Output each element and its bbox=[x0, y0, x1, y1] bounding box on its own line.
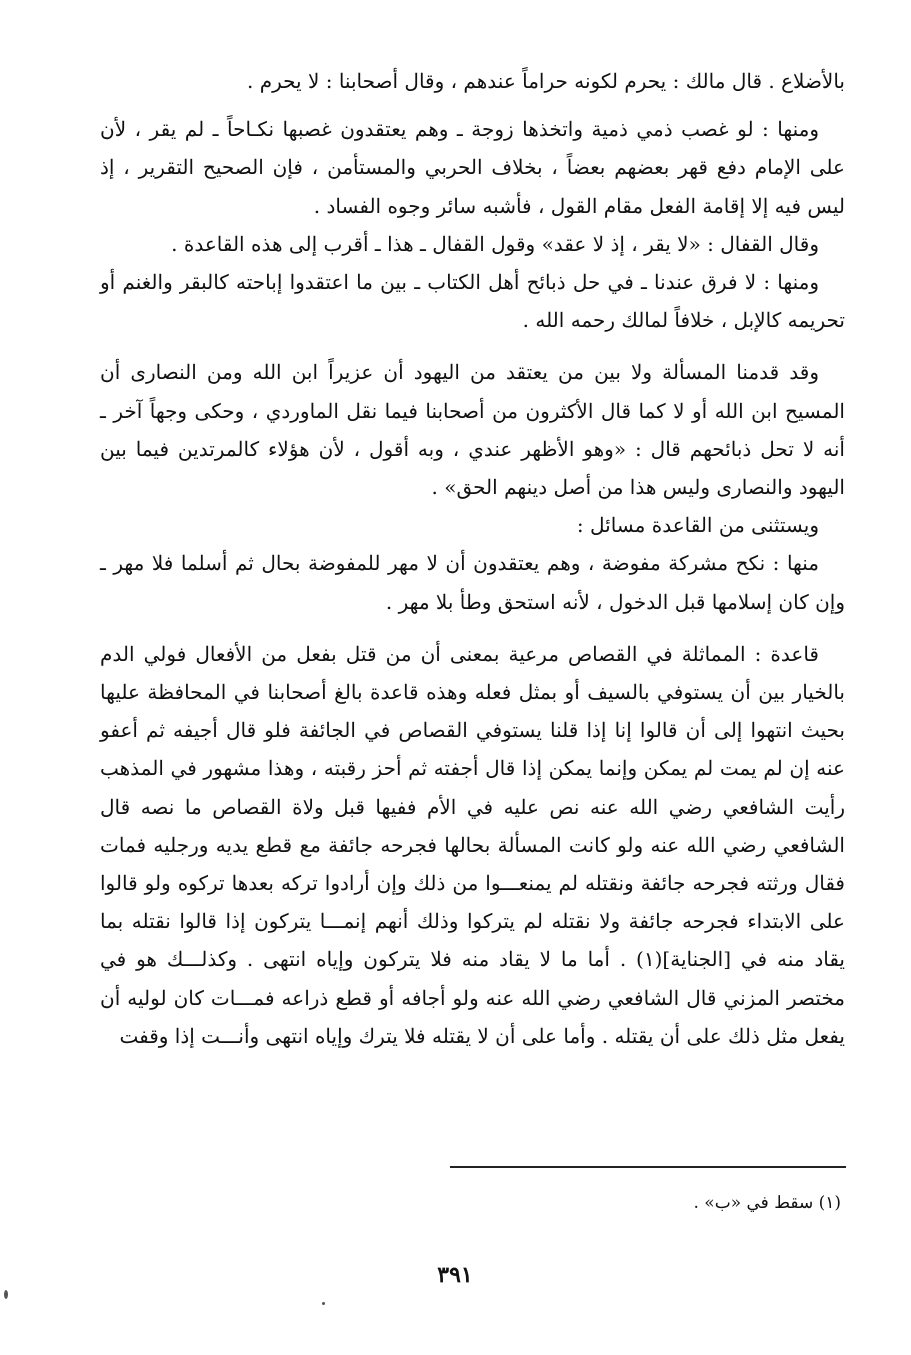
main-text bbox=[100, 62, 845, 1055]
paragraph-8: قاعدة : المماثلة في القصاص مرعية بمعنى أن من قتل بفعل من الأفعال فولي الدم بالخيار بين أن يستوفي بالسيف أو بمثل فعله وهذه قاعدة بالغ أصحابنا في المحافظة عليها بحيث انتهوا إلى أن قالوا إنا إذا قلنا يستوفي القصاص في الجائفة فلو قال أجيفه ثم أعفو عنه إن لم يمت لم يمكن وإنما يمكن إذا قال أجفته ثم أحز رقبته ، وهذا مشهور في المذهب رأيت الشافعي رضي الله عنه نص عليه في الأم ففيها قبل ولاة القصاص ما نصه قال الشافعي رضي الله عنه ولو كانت المسألة بحالها فجرحه جائفة مع قطع يديه ورجليه فمات فقال ورثته فجرحه جائفة ونقتله لم يمنعـــوا من ذلك وإن أرادوا تركه بعدها تركوه ولو قالوا على الابتداء فجرحه جائفة ولا نقتله لم يتركوا وذلك أنهم إنمـــا يتركون إذا قالوا نقتله بما يقاد منه في [الجناية](١) . أما ما لا يقاد منه فلا يتركون وإياه انتهى . وكذلـــك هو في مختصر المزني قال الشافعي رضي الله عنه ولو أجافه أو قطع ذراعه فمـــات كان لوليه أن يفعل مثل ذلك على أن يقتله . وأما على أن لا يقتله فلا يترك وإياه انتهى وأنـــت إذا وقفت bbox=[100, 641, 845, 1048]
paragraph-5: وقد قدمنا المسألة ولا بين من يعتقد من اليهود أن عزيراً ابن الله ومن النصارى أن المسيح ابن الله أو لا كما قال الأكثرون من أصحابنا فيما نقل الماوردي ، وحكى وجهاً آخر ـ أنه لا تحل ذبائحهم قال : «وهو الأظهر عندي ، وبه أقول ، لأن هؤلاء كالمرتدين فيما بين اليهود والنصارى وليس هذا من أصل دينهم الحق» . bbox=[100, 360, 845, 500]
page-number: ٣٩١ bbox=[437, 1262, 473, 1288]
paragraph-6: ويستثنى من القاعدة مسائل : bbox=[576, 513, 819, 538]
footnote-separator bbox=[450, 1166, 846, 1168]
paragraph-3: وقال القفال : «لا يقر ، إذ لا عقد» وقول القفال ـ هذا ـ أقرب إلى هذه القاعدة . bbox=[171, 231, 819, 256]
paragraph-4: ومنها : لا فرق عندنا ـ في حل ذبائح أهل الكتاب ـ بين ما اعتقدوا إباحته كالبقر والغنم أو تحريمه كالإبل ، خلافاً لمالك رحمه الله . bbox=[100, 270, 845, 333]
paragraph-1: بالأضلاع . قال مالك : يحرم لكونه حراماً عندهم ، وقال أصحابنا : لا يحرم . bbox=[247, 69, 845, 93]
scan-speck bbox=[4, 1290, 8, 1299]
footnote: (١) سقط في «ب» . bbox=[693, 1193, 841, 1213]
scan-speck bbox=[322, 1302, 325, 1305]
paragraph-7: منها : نكح مشركة مفوضة ، وهم يعتقدون أن لا مهر للمفوضة بحال ثم أسلما فلا مهر ـ وإن كان إسلامها قبل الدخول ، لأنه استحق وطأ بلا مهر . bbox=[100, 551, 845, 614]
paragraph-2: ومنها : لو غصب ذمي ذمية واتخذها زوجة ـ وهم يعتقدون غصبها نكـاحاً ـ لم يقر ، لأن على الإمام دفع قهر بعضهم بعضاً ، بخلاف الحربي والمستأمن ، فإن الصحيح التقرير ، إذ ليس فيه إلا إقامة الفعل مقام القول ، فأشبه سائر وجوه الفساد . bbox=[100, 117, 845, 218]
